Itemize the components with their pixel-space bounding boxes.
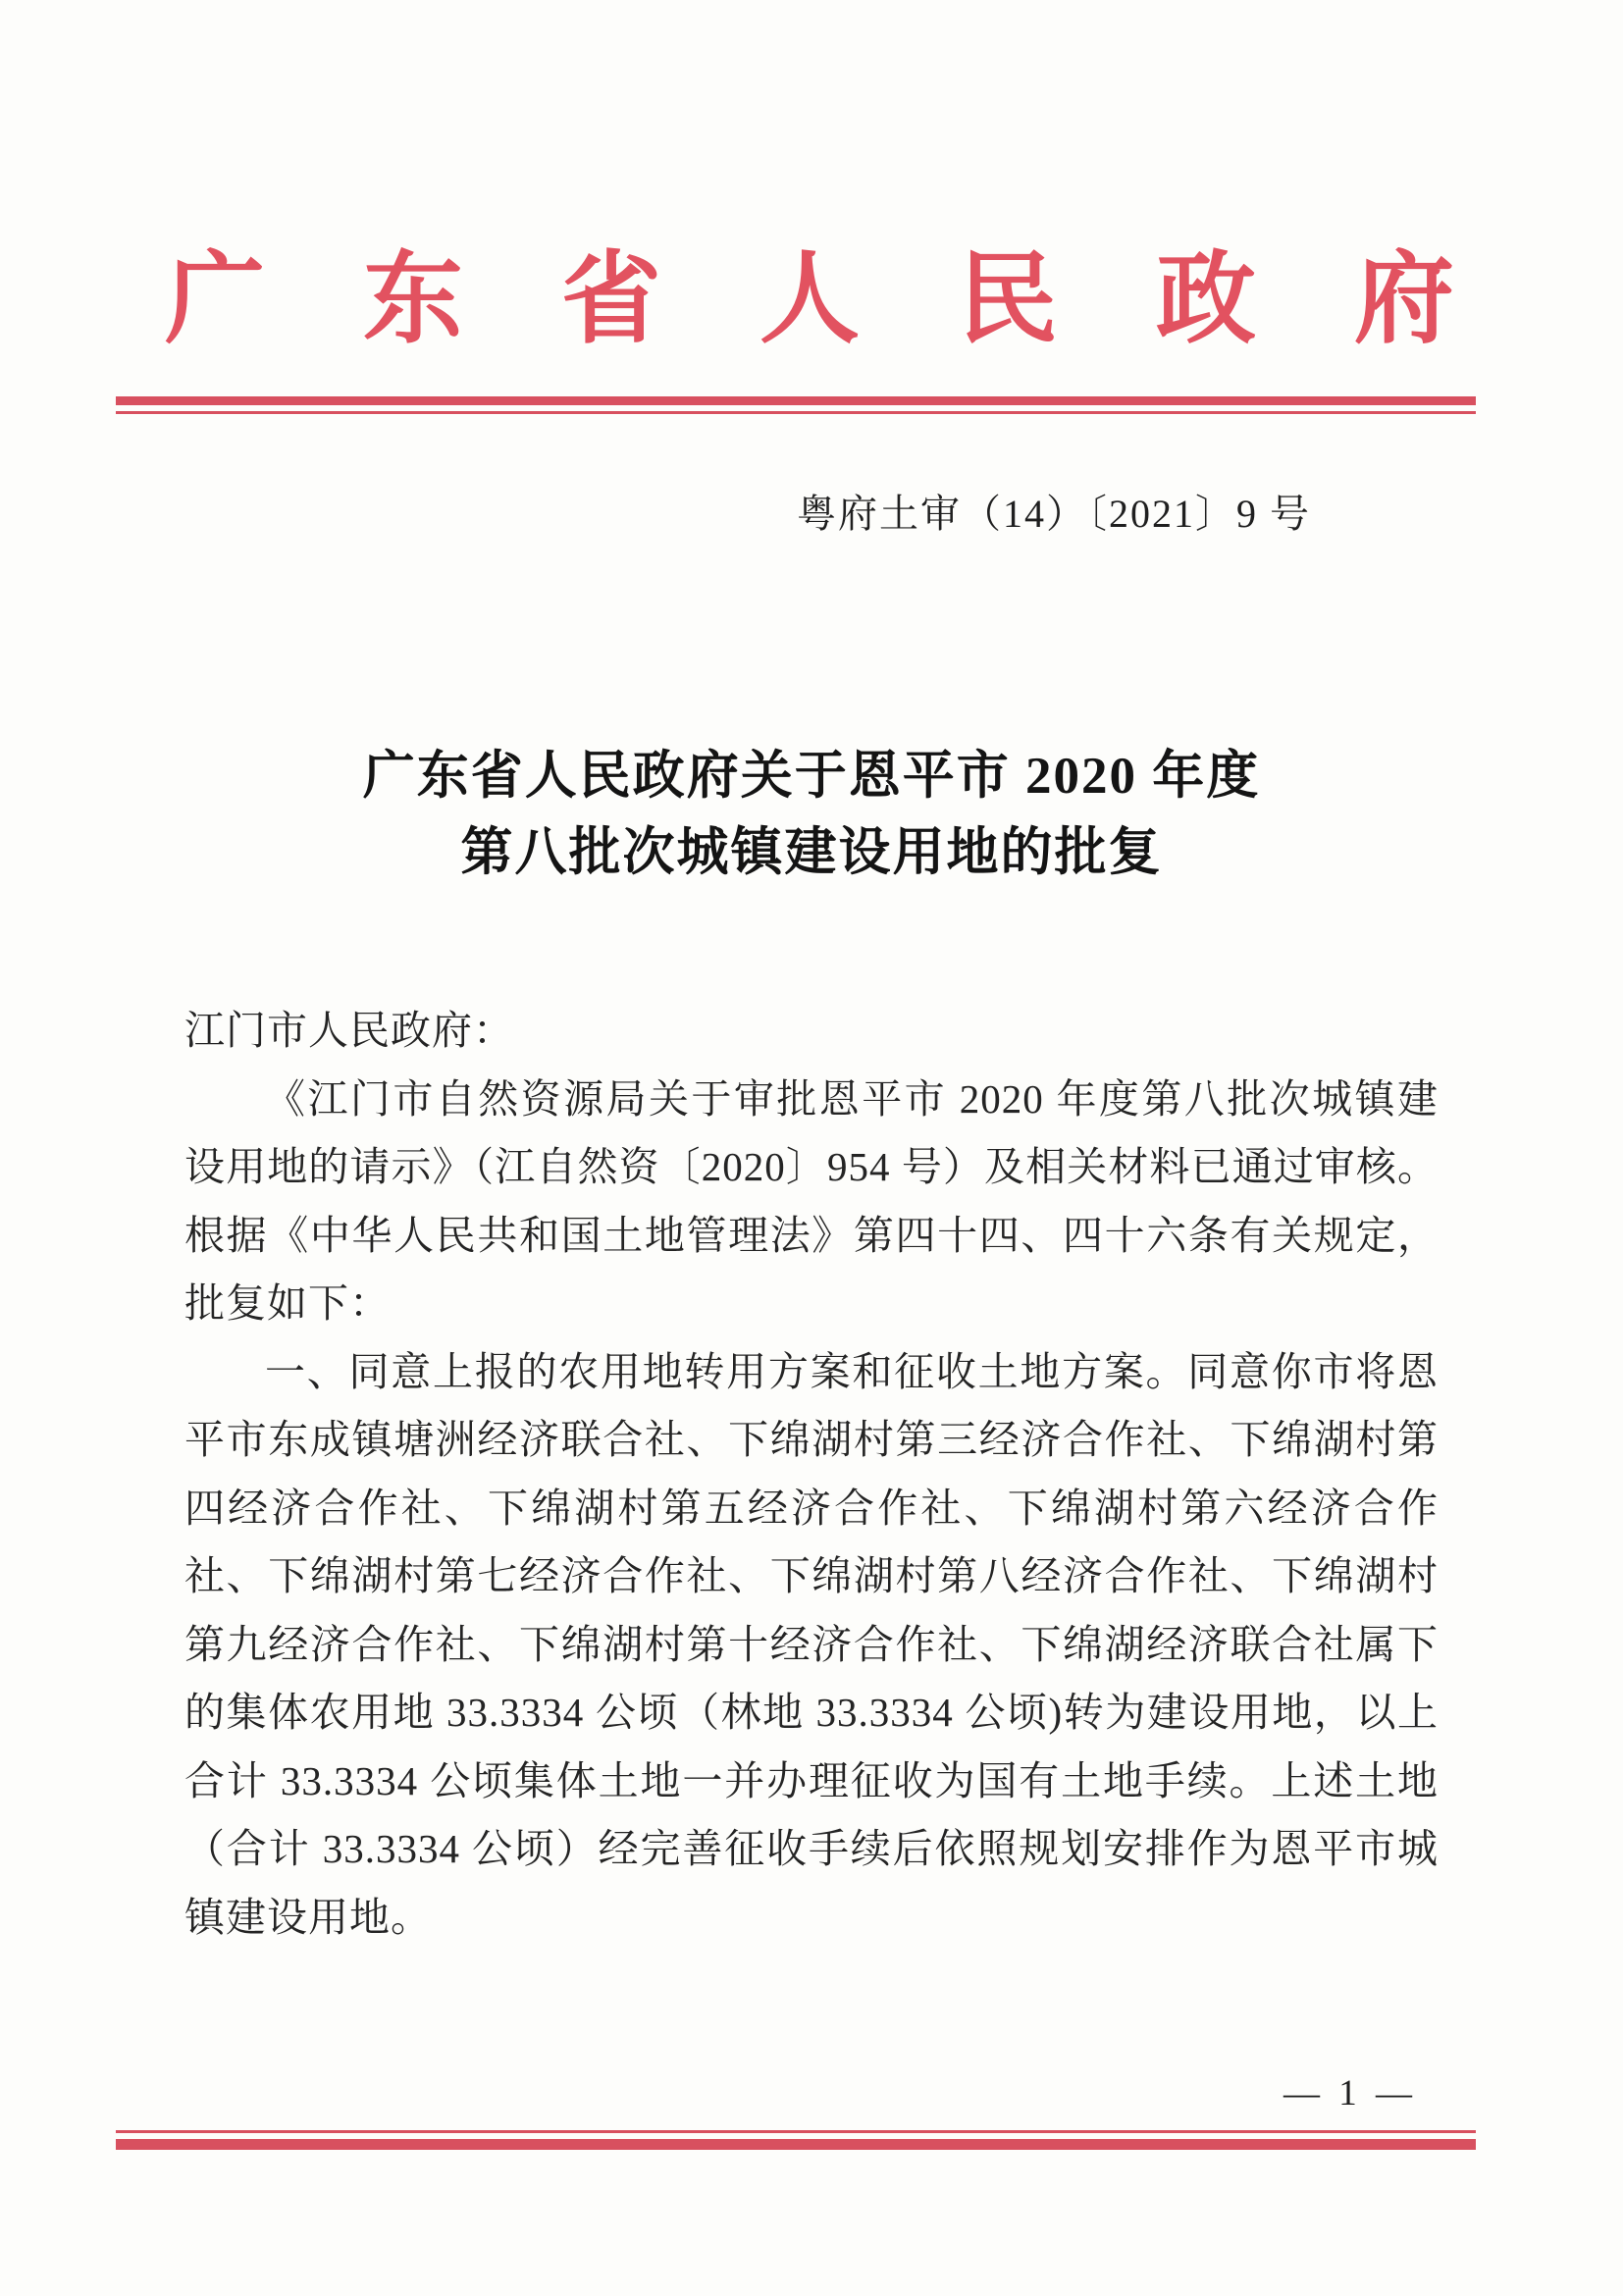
letterhead-rule-thin bbox=[116, 411, 1476, 414]
page-number: — 1 — bbox=[1283, 2073, 1417, 2113]
paragraph-intro: 《江门市自然资源局关于审批恩平市 2020 年度第八批次城镇建设用地的请示》（江自然资〔2020〕954 号）及相关材料已通过审核。根据《中华人民共和国土地管理法》第四十四、四十六条有关规定，批复如下： bbox=[184, 1075, 1439, 1326]
salutation-line: 江门市人民政府： bbox=[184, 1008, 514, 1053]
footer-rule-thin bbox=[116, 2130, 1476, 2133]
letterhead-title: 广 东 省 人 民 政 府 bbox=[165, 245, 1454, 356]
footer-rule-thick bbox=[116, 2139, 1476, 2150]
paragraph-item-one: 一、同意上报的农用地转用方案和征收土地方案。同意你市将恩平市东成镇塘洲经济联合社、下绵湖村第三经济合作社、下绵湖村第四经济合作社、下绵湖村第五经济合作社、下绵湖村第六经济合作社、下绵湖村第七经济合作社、下绵湖村第八经济合作社、下绵湖村第九经济合作社、下绵湖村第十经济合作社、下绵湖经济联合社属下的集体农用地 33.3334 公顷（林地 33.3334 公顷)转为建设用地，以上合计 33.3334 公顷集体土地一并办理征收为国有土地手续。上述土地（合计 33.3334 公顷）经完善征收手续后依照规划安排作为恩平市城镇建设用地。 bbox=[184, 1348, 1439, 1940]
document-title-line2: 第八批次城镇建设用地的批复 bbox=[460, 824, 1163, 881]
document-title bbox=[0, 738, 1623, 891]
letterhead-rule-thick bbox=[116, 396, 1476, 405]
document-number: 粤府土审（14）〔2021〕9 号 bbox=[797, 492, 1311, 536]
document-body bbox=[184, 997, 1439, 1952]
document-title-line1: 广东省人民政府关于恩平市 2020 年度 bbox=[362, 748, 1261, 805]
